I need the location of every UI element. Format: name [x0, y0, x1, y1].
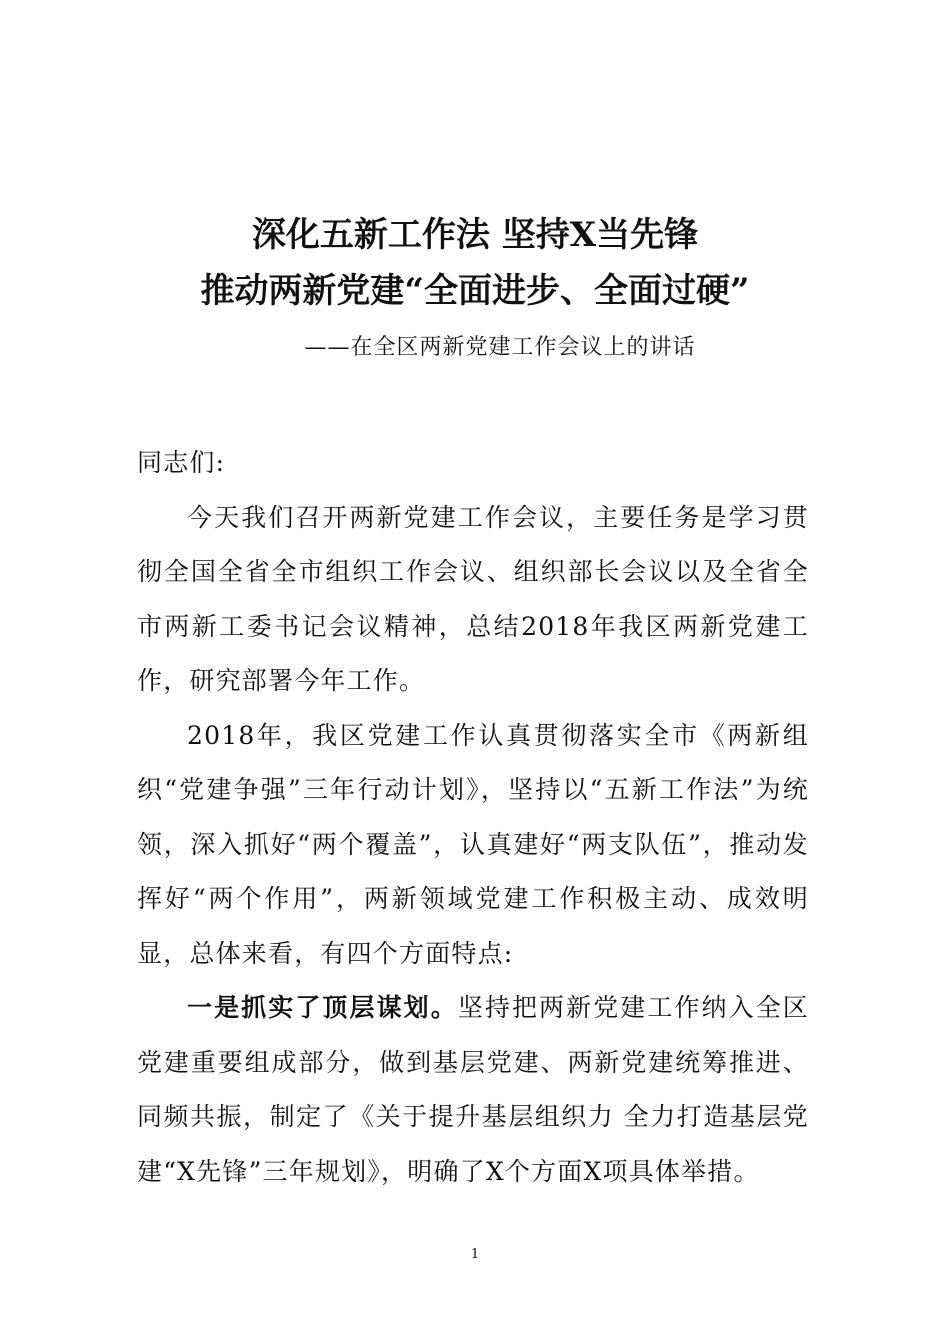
greeting: 同志们: [137, 448, 226, 477]
paragraph-3-text: 坚持把两新党建工作纳入全区党建重要组成部分，做到基层党建、两新党建统筹推进、同频共振，制定了《关于提升基层组织力 全力打造基层党建“X先锋”三年规划》，明确了X个方面X项具体举措。 [137, 993, 809, 1186]
document-body [137, 436, 809, 1199]
paragraph-2: 2018年，我区党建工作认真贯彻落实全市《两新组织“党建争强”三年行动计划》，坚持以“五新工作法”为统领，深入抓好“两个覆盖”，认真建好“两支队伍”，推动发挥好“两个作用”，两新领域党建工作积极主动、成效明显，总体来看，有四个方面特点: [137, 720, 809, 968]
document-subtitle: ——在全区两新党建工作会议上的讲话 [304, 335, 696, 360]
page-number: 1 [470, 1247, 480, 1262]
document-title-line1: 深化五新工作法 坚持X当先锋 [251, 215, 699, 255]
paragraph-3-lead: 一是抓实了顶层谋划。 [187, 993, 458, 1022]
paragraph-3 [137, 981, 809, 1199]
document-title-line2: 推动两新党建“全面进步、全面过硬” [200, 271, 750, 311]
paragraph-1: 今天我们召开两新党建工作会议，主要任务是学习贯彻全国全省全市组织工作会议、组织部长会议以及全省全市两新工委书记会议精神，总结2018年我区两新党建工作，研究部署今年工作。 [137, 502, 809, 695]
